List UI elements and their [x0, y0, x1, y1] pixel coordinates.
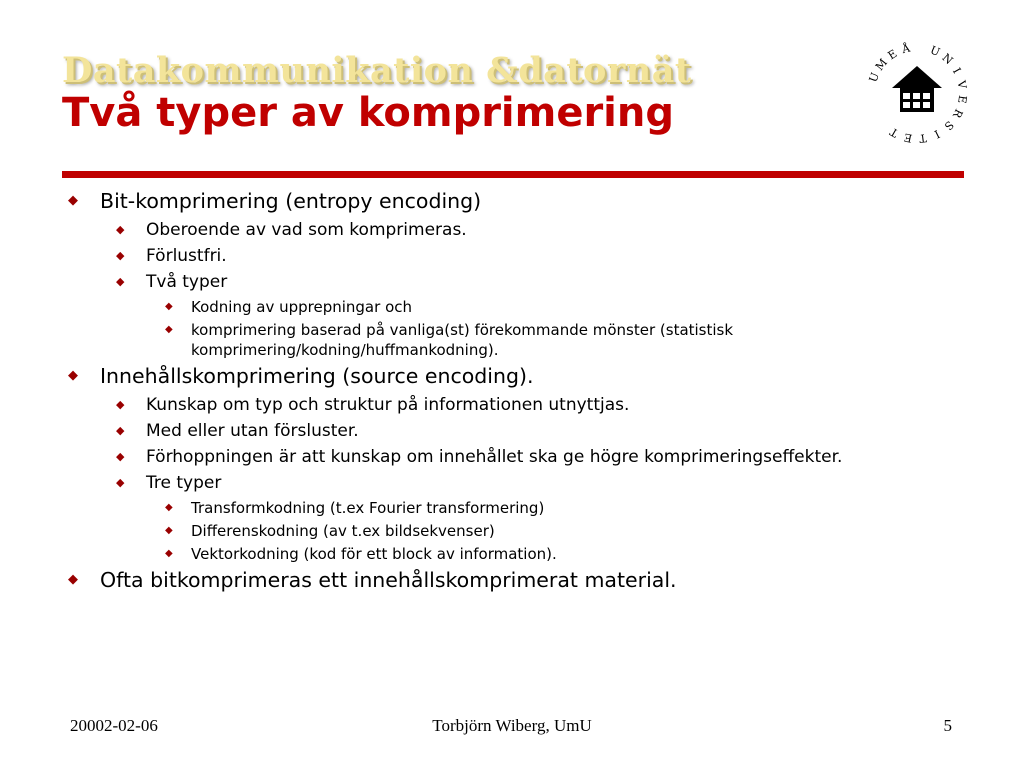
diamond-bullet-icon: ◆	[116, 424, 125, 437]
bullet-level-1	[66, 567, 966, 593]
bullet-text: Tre typer	[146, 473, 222, 493]
course-title: Datakommunikation &datornät	[62, 50, 692, 91]
bullet-text: komprimering baserad på vanliga(st) förekommande mönster (statistisk komprimering/kodning/huffmankodning).	[191, 321, 734, 359]
diamond-bullet-icon: ◆	[116, 450, 125, 463]
diamond-bullet-icon: ◆	[116, 398, 125, 411]
bullet-level-1	[66, 188, 966, 214]
bullet-level-2	[66, 472, 966, 494]
seal-letter: Å	[900, 41, 912, 57]
bullet-level-3	[66, 521, 966, 541]
diamond-bullet-icon: ◆	[68, 368, 78, 383]
bullet-level-2	[66, 245, 966, 267]
bullet-text: Oberoende av vad som komprimeras.	[146, 220, 467, 240]
diamond-bullet-icon: ◆	[68, 193, 78, 208]
diamond-bullet-icon: ◆	[165, 324, 173, 335]
diamond-bullet-icon: ◆	[116, 275, 125, 288]
diamond-bullet-icon: ◆	[116, 249, 125, 262]
title-divider	[62, 171, 964, 178]
seal-letter: I	[949, 65, 964, 76]
diamond-bullet-icon: ◆	[165, 502, 173, 513]
bullet-list	[66, 188, 966, 598]
seal-letter: E	[885, 47, 900, 63]
bullet-level-2	[66, 271, 966, 293]
seal-letter: R	[949, 106, 966, 121]
bullet-text: Transformkodning (t.ex Fourier transformering)	[191, 499, 545, 517]
bullet-text: Två typer	[146, 272, 228, 292]
seal-letter: S	[941, 118, 957, 133]
seal-letter: U	[928, 43, 942, 60]
page-number: 5	[943, 716, 952, 735]
bullet-text: Innehållskomprimering (source encoding).	[100, 364, 534, 388]
bullet-level-3	[66, 544, 966, 564]
diamond-bullet-icon: ◆	[68, 572, 78, 587]
bullet-level-2	[66, 394, 966, 416]
bullet-level-1	[66, 363, 966, 389]
bullet-level-2	[66, 219, 966, 241]
bullet-text: Bit-komprimering (entropy encoding)	[100, 189, 482, 213]
seal-letter: T	[887, 124, 901, 140]
bullet-level-3	[66, 320, 966, 360]
seal-letter: N	[939, 51, 956, 68]
footer-date: 20002-02-06	[70, 716, 158, 735]
diamond-bullet-icon: ◆	[116, 223, 125, 236]
bullet-text: Förlustfri.	[146, 246, 227, 266]
seal-letter: E	[955, 94, 970, 105]
seal-letter: M	[872, 56, 891, 74]
bullet-level-3	[66, 498, 966, 518]
diamond-bullet-icon: ◆	[165, 548, 173, 559]
seal-letter: V	[954, 79, 969, 90]
bullet-text: Differenskodning (av t.ex bildsekvenser)	[191, 522, 495, 540]
diamond-bullet-icon: ◆	[165, 525, 173, 536]
diamond-bullet-icon: ◆	[116, 476, 125, 489]
slide-title: Två typer av komprimering	[62, 90, 674, 136]
bullet-text: Förhoppningen är att kunskap om innehållet ska ge högre komprimeringseffekter.	[146, 447, 843, 467]
bullet-level-2	[66, 446, 966, 468]
seal-letter: I	[932, 127, 942, 141]
diamond-bullet-icon: ◆	[165, 301, 173, 312]
umea-university-seal-icon	[862, 38, 972, 148]
bullet-text: Kodning av upprepningar och	[191, 298, 412, 316]
bullet-text: Kunskap om typ och struktur på informationen utnyttjas.	[146, 395, 630, 415]
bullet-text: Med eller utan försluster.	[146, 421, 359, 441]
seal-letter: T	[918, 131, 928, 146]
bullet-level-2	[66, 420, 966, 442]
bullet-level-3	[66, 297, 966, 317]
bullet-text: Ofta bitkomprimeras ett innehållskomprimerat material.	[100, 568, 677, 592]
bullet-text: Vektorkodning (kod för ett block av information).	[191, 545, 557, 563]
footer-author: Torbjörn Wiberg, UmU	[432, 716, 592, 735]
seal-letter: E	[902, 130, 914, 145]
seal-letter: U	[866, 70, 882, 85]
